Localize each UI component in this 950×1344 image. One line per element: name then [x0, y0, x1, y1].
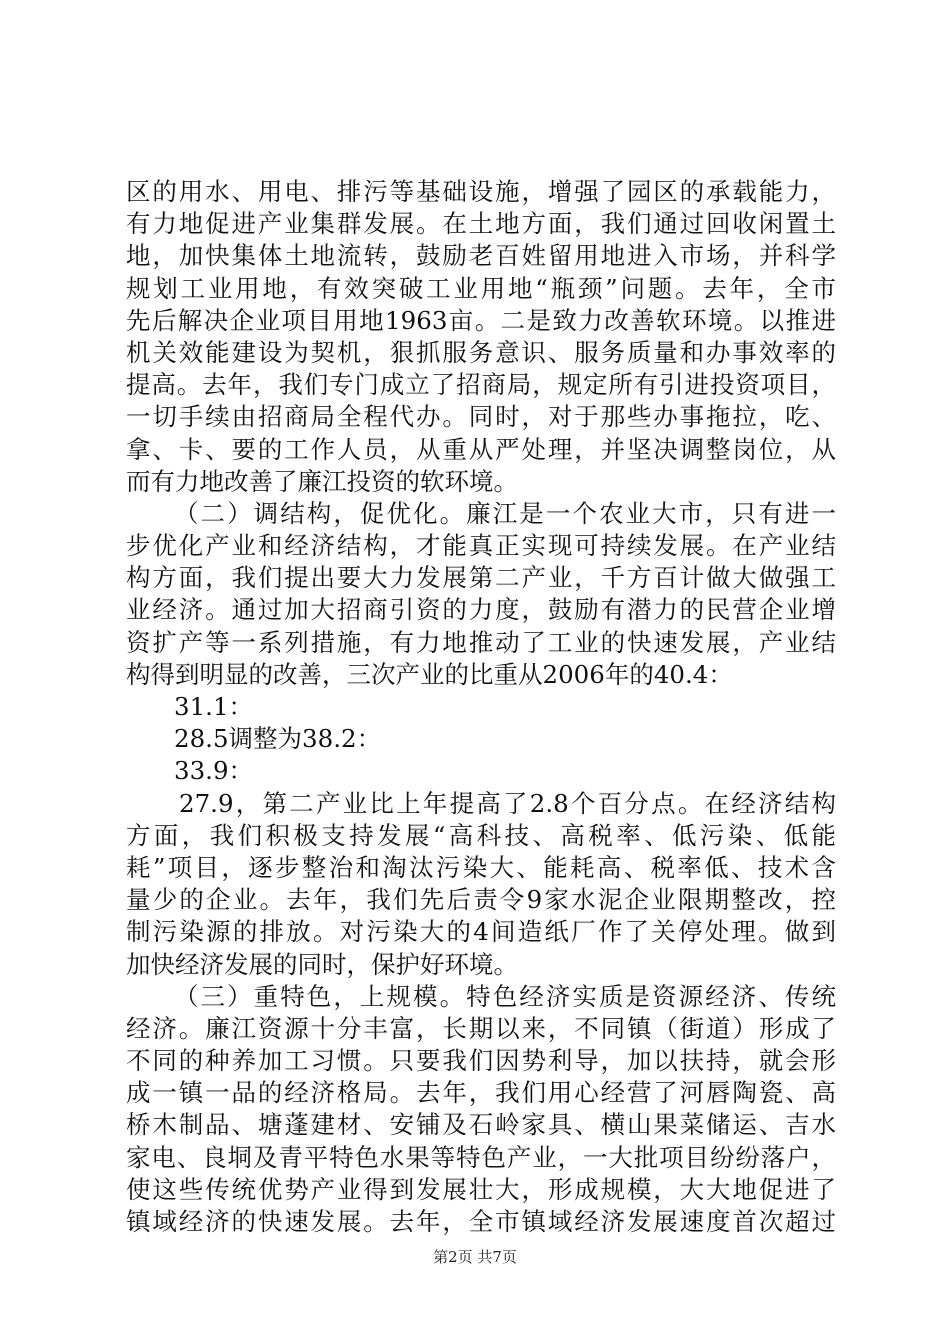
document-body	[126, 176, 836, 1238]
paragraph-heading-line: （二）调结构，促优化。廉江是一个农业大市，只有进一	[174, 498, 836, 528]
text-line: 先后解决企业项目用地1963亩。二是致力改善软环境。以推进	[126, 305, 836, 335]
text-line: 量少的企业。去年，我们先后责令9家水泥企业限期整改，控	[126, 885, 836, 915]
text-line: 有力地促进产业集群发展。在土地方面，我们通过回收闲置土	[126, 209, 836, 239]
text-line: 构方面，我们提出要大力发展第二产业，千方百计做大做强工	[126, 563, 836, 593]
text-line: 制污染源的排放。对污染大的4间造纸厂作了关停处理。做到	[126, 917, 836, 947]
text-line: 经济。廉江资源十分丰富，长期以来，不同镇（街道）形成了	[126, 1013, 836, 1043]
ratio-line: 31.1：	[174, 692, 254, 721]
text-line: 27.9，第二产业比上年提高了2.8个百分点。在经济结构	[179, 788, 836, 818]
text-line: 加快经济发展的同时，保护好环境。	[126, 949, 518, 979]
text-line: 使这些传统优势产业得到发展壮大，形成规模，大大地促进了	[126, 1174, 836, 1204]
text-line: 一切手续由招商局全程代办。同时，对于那些办事拖拉，吃、	[126, 402, 836, 432]
text-line: 而有力地改善了廉江投资的软环境。	[126, 466, 518, 496]
text-line: 资扩产等一系列措施，有力地推动了工业的快速发展，产业结	[126, 627, 836, 657]
ratio-line: 33.9：	[174, 756, 254, 786]
ratio-line: 28.5调整为38.2：	[174, 724, 382, 754]
text-line: 业经济。通过加大招商引资的力度，鼓励有潜力的民营企业增	[126, 595, 836, 625]
text-line: 构得到明显的改善，三次产业的比重从2006年的40.4：	[126, 659, 733, 689]
text-line: 成一镇一品的经济格局。去年，我们用心经营了河唇陶瓷、高	[126, 1078, 836, 1108]
text-line: 方面，我们积极支持发展“高科技、高税率、低污染、低能	[126, 820, 836, 850]
text-line: 拿、卡、要的工作人员，从重从严处理，并坚决调整岗位，从	[126, 434, 836, 464]
text-line: 步优化产业和经济结构，才能真正实现可持续发展。在产业结	[126, 531, 836, 561]
page-number-footer: 第2页 共7页	[433, 1248, 517, 1266]
text-line: 区的用水、用电、排污等基础设施，增强了园区的承载能力，	[126, 177, 836, 206]
text-line: 耗”项目，逐步整治和淘汰污染大、能耗高、税率低、技术含	[126, 852, 836, 882]
text-line: 机关效能建设为契机，狠抓服务意识、服务质量和办事效率的	[126, 337, 836, 367]
paragraph-heading-line: （三）重特色，上规模。特色经济实质是资源经济、传统	[174, 981, 836, 1011]
text-line: 家电、良垌及青平特色水果等特色产业，一大批项目纷纷落户，	[126, 1142, 836, 1172]
text-line: 规划工业用地，有效突破工业用地“瓶颈”问题。去年，全市	[126, 273, 836, 303]
text-line: 镇域经济的快速发展。去年，全市镇域经济发展速度首次超过	[126, 1207, 836, 1236]
text-line: 桥木制品、塘蓬建材、安铺及石岭家具、横山果菜储运、吉水	[126, 1110, 836, 1140]
text-line: 提高。去年，我们专门成立了招商局，规定所有引进投资项目，	[126, 370, 836, 400]
text-line: 不同的种养加工习惯。只要我们因势利导，加以扶持，就会形	[126, 1046, 836, 1076]
text-line: 地，加快集体土地流转，鼓励老百姓留用地进入市场，并科学	[126, 241, 836, 271]
